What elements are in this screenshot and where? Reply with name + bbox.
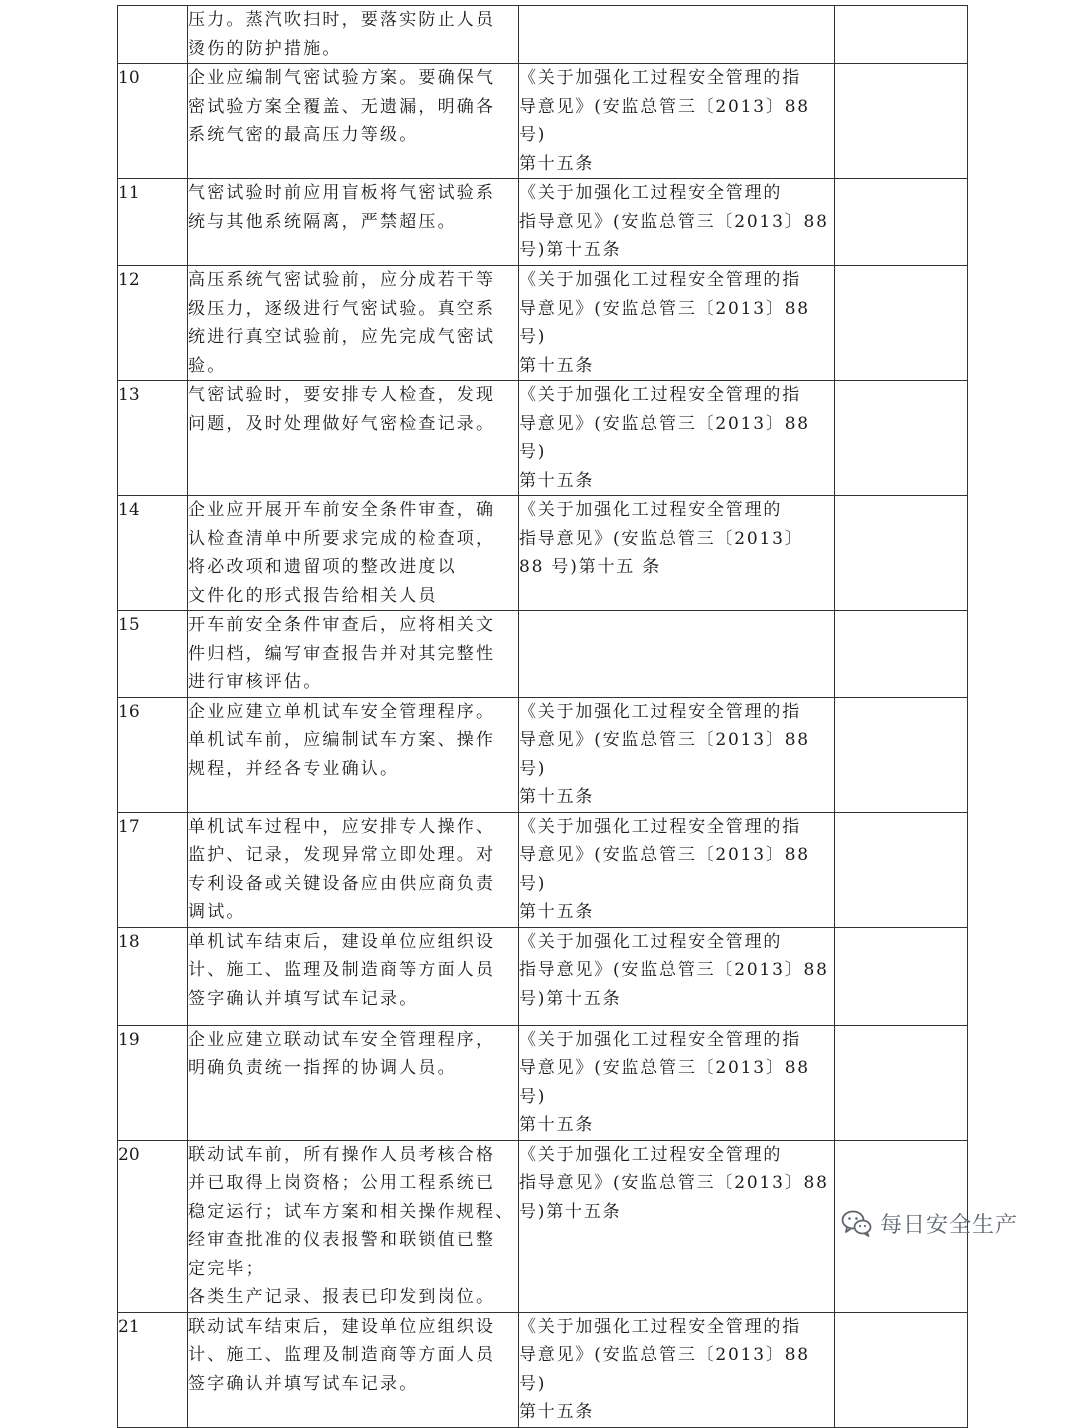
table-row [118,381,968,496]
row-number: 15 [118,611,188,698]
basis-cell [519,611,835,698]
requirement-cell: 企业应编制气密试验方案。要确保气 密试验方案全覆盖、无遗漏，明确各 系统气密的最高压力等级。 [188,64,519,179]
requirement-cell: 企业应建立单机试车安全管理程序。 单机试车前，应编制试车方案、操作 规程，并经各专业确认。 [188,697,519,812]
row-number: 18 [118,927,188,1025]
row-number: 20 [118,1140,188,1312]
extra-cell [835,64,968,179]
requirement-cell: 企业应建立联动试车安全管理程序， 明确负责统一指挥的协调人员。 [188,1025,519,1140]
extra-cell [835,266,968,381]
basis-cell [519,6,835,64]
requirement-cell: 单机试车结束后，建设单位应组织设 计、施工、监理及制造商等方面人员 签字确认并填写试车记录。 [188,927,519,1025]
basis-cell: 《关于加强化工过程安全管理的指 导意见》(安监总管三〔2013〕88 号) 第十五条 [519,1312,835,1427]
row-number: 11 [118,179,188,266]
requirement-cell: 联动试车结束后，建设单位应组织设 计、施工、监理及制造商等方面人员 签字确认并填写试车记录。 [188,1312,519,1427]
row-number: 14 [118,496,188,611]
table-row [118,266,968,381]
table-row [118,496,968,611]
extra-cell [835,6,968,64]
row-number [118,6,188,64]
basis-cell: 《关于加强化工过程安全管理的指 导意见》(安监总管三〔2013〕88 号) 第十五条 [519,266,835,381]
extra-cell [835,611,968,698]
requirement-cell: 气密试验时前应用盲板将气密试验系 统与其他系统隔离，严禁超压。 [188,179,519,266]
watermark-text: 每日安全生产 [880,1212,1019,1238]
basis-cell: 《关于加强化工过程安全管理的指 导意见》(安监总管三〔2013〕88 号) 第十五条 [519,812,835,927]
wechat-icon [840,1206,874,1240]
table-row [118,812,968,927]
requirement-cell: 联动试车前，所有操作人员考核合格 并已取得上岗资格；公用工程系统已 稳定运行；试车方案和相关操作规程、 经审查批准的仪表报警和联锁值已整 定完毕； 各类生产记录、报表已印发到岗位。 [188,1140,519,1312]
extra-cell [835,927,968,1025]
table-row [118,697,968,812]
basis-cell: 《关于加强化工过程安全管理的 指导意见》(安监总管三〔2013〕88 号)第十五条 [519,179,835,266]
row-number: 19 [118,1025,188,1140]
table-row [118,1025,968,1140]
requirement-cell: 开车前安全条件审查后，应将相关文 件归档，编写审查报告并对其完整性 进行审核评估。 [188,611,519,698]
basis-cell: 《关于加强化工过程安全管理的 指导意见》(安监总管三〔2013〕88 号)第十五条 [519,927,835,1025]
requirement-cell: 压力。蒸汽吹扫时，要落实防止人员 烫伤的防护措施。 [188,6,519,64]
row-number: 13 [118,381,188,496]
table-row [118,179,968,266]
basis-cell: 《关于加强化工过程安全管理的指 导意见》(安监总管三〔2013〕88 号) 第十五条 [519,697,835,812]
extra-cell [835,1025,968,1140]
extra-cell [835,697,968,812]
basis-cell: 《关于加强化工过程安全管理的指 导意见》(安监总管三〔2013〕88 号) 第十五条 [519,381,835,496]
table-row [118,927,968,1025]
row-number: 21 [118,1312,188,1427]
watermark [840,1206,1018,1240]
requirement-cell: 单机试车过程中，应安排专人操作、 监护、记录，发现异常立即处理。对 专利设备或关键设备应由供应商负责 调试。 [188,812,519,927]
requirement-cell: 企业应开展开车前安全条件审查，确 认检查清单中所要求完成的检查项， 将必改项和遗留项的整改进度以 文件化的形式报告给相关人员 [188,496,519,611]
row-number: 16 [118,697,188,812]
row-number: 10 [118,64,188,179]
extra-cell [835,381,968,496]
extra-cell [835,1312,968,1427]
row-number: 12 [118,266,188,381]
requirement-cell: 气密试验时，要安排专人检查，发现 问题，及时处理做好气密检查记录。 [188,381,519,496]
extra-cell [835,179,968,266]
basis-cell: 《关于加强化工过程安全管理的指 导意见》(安监总管三〔2013〕88 号) 第十五条 [519,64,835,179]
requirement-cell: 高压系统气密试验前，应分成若干等 级压力，逐级进行气密试验。真空系 统进行真空试验前，应先完成气密试 验。 [188,266,519,381]
basis-cell: 《关于加强化工过程安全管理的 指导意见》(安监总管三〔2013〕 88 号)第十五 条 [519,496,835,611]
table-row [118,6,968,64]
row-number: 17 [118,812,188,927]
extra-cell [835,812,968,927]
basis-cell: 《关于加强化工过程安全管理的 指导意见》(安监总管三〔2013〕88 号)第十五条 [519,1140,835,1312]
table-row [118,1312,968,1427]
table-row [118,611,968,698]
table-row [118,64,968,179]
basis-cell: 《关于加强化工过程安全管理的指 导意见》(安监总管三〔2013〕88 号) 第十五条 [519,1025,835,1140]
extra-cell [835,496,968,611]
